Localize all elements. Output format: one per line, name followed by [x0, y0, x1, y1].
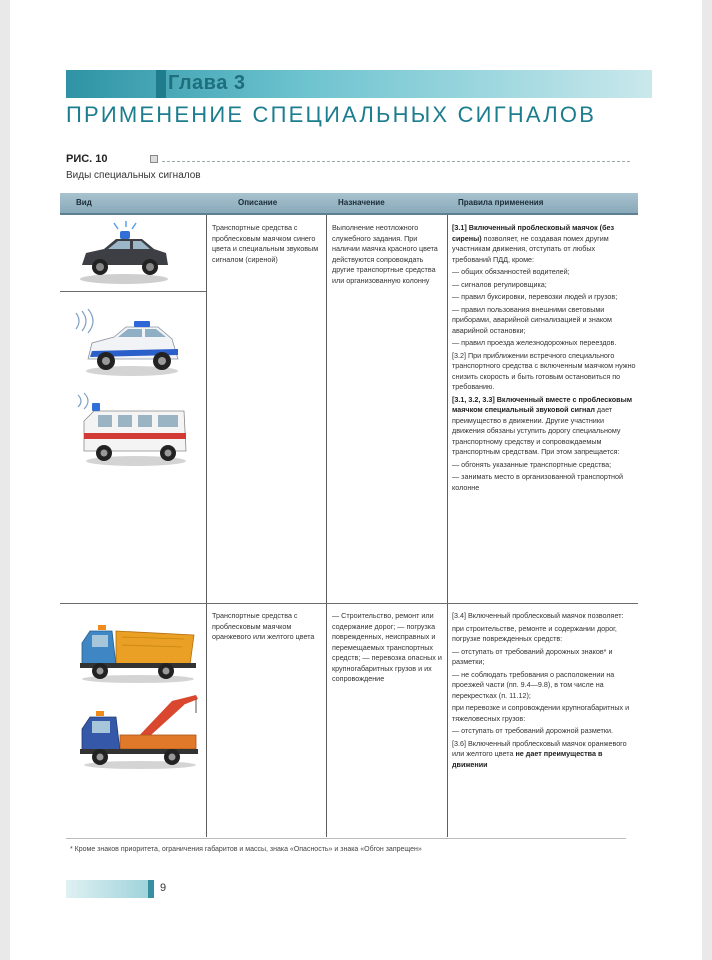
column-divider — [326, 215, 327, 837]
rule-item: [3.4] Включенный проблесковый маячок позволяет: — [452, 611, 624, 620]
rule-item: — отступать от требований дорожных знаков* и разметки; — [452, 646, 613, 666]
car-with-blue-light — [74, 219, 174, 287]
rule-item: [3.1] Включенный проблесковый маячок (без сирены) позволяет, не создавая помех другим участникам движения, отступать от любых требований ПДД, кроме: — [452, 223, 615, 264]
row1-purpose: Выполнение неотложного служебного задания. При наличии маячка красного цвета действуются сопровождать другие транспортные средства или организованную колонну — [332, 223, 438, 285]
row2-rules — [452, 611, 636, 835]
rule-item: — отступать от требований дорожной разметки. — [452, 726, 613, 735]
rule-item: — сигналов регулировщика; — [452, 279, 547, 289]
rule-item: [3.2] При приближении встречного специального транспортного средства с включенным маячком нужно снизить скорость и быть готовым остановиться по требованию. — [452, 350, 636, 391]
rule-item: при строительстве, ремонте и содержании дорог, погрузке поврежденных средств: — [452, 623, 617, 643]
rule-item: — не соблюдать требования о расположении на проезжей части (пп. 9.4—9.8), в том числе на перекрестках (п. 11.12); — [452, 669, 615, 700]
row-divider — [60, 603, 638, 604]
header-type: Вид — [76, 198, 92, 207]
row2-purpose: — Строительство, ремонт или содержание дорог; — погрузка поврежденных, неисправных и перемещаемых транспортных средств; — перевозка опасных и крупногабаритных грузов и их сопровождение — [332, 611, 442, 683]
rule-item: — правил проезда железнодорожных переездов. — [452, 338, 617, 347]
header-purpose: Назначение — [338, 198, 385, 207]
tow-truck-crane — [74, 691, 202, 771]
chapter-chip — [156, 70, 166, 98]
row1-rules — [452, 223, 636, 599]
page-number-band — [66, 880, 154, 898]
header-description: Описание — [238, 198, 278, 207]
document-page — [10, 0, 702, 960]
row1-description: Транспортные средства с проблесковым маячком синего цвета и специальным звуковым сигналом (сиреной) — [212, 223, 319, 264]
figure-label: РИС. 10 — [66, 153, 108, 165]
figure-caption: Виды специальных сигналов — [66, 170, 201, 181]
page-number: 9 — [160, 882, 167, 894]
header-rules: Правила применения — [458, 198, 544, 207]
rule-item: — правил буксировки, перевозки людей и грузов; — [452, 292, 618, 301]
utility-truck — [72, 613, 200, 685]
row2-description: Транспортные средства с проблесковым маячком оранжевого или желтого цвета — [212, 611, 315, 641]
column-divider — [206, 215, 207, 837]
ambulance — [74, 391, 192, 469]
column-divider — [447, 215, 448, 837]
row-divider — [60, 291, 206, 292]
chapter-band — [66, 70, 652, 98]
rule-item: — общих обязанностей водителей; — [452, 267, 570, 276]
chapter-label: Глава 3 — [168, 72, 246, 94]
figure-divider — [162, 161, 630, 162]
footnote-divider — [66, 838, 626, 839]
table-header — [60, 193, 638, 215]
rule-item: при перевозке и сопровождении крупногабаритных и тяжеловесных грузов: — [452, 703, 630, 723]
rule-item: — занимать место в организованной транспортной колонне — [452, 472, 624, 492]
figure-marker — [150, 155, 158, 163]
footnote: * Кроме знаков приоритета, ограничения габаритов и массы, знака «Опасность» и знака «Обгон запрещен» — [70, 846, 422, 853]
police-car — [74, 297, 184, 379]
rule-item: — правил пользования внешними световыми приборами, аварийной сигнализацией и знаком аварийной остановки; — [452, 304, 612, 335]
page-number-chip — [148, 880, 154, 898]
rule-item: — обгонять указанные транспортные средства; — [452, 459, 612, 469]
rule-item: [3.6] Включенный проблесковый маячок оранжевого или желтого цвета не дает преимущества в движении — [452, 738, 627, 769]
page-title: ПРИМЕНЕНИЕ СПЕЦИАЛЬНЫХ СИГНАЛОВ — [66, 102, 597, 127]
rule-item: [3.1, 3.2, 3.3] Включенный вместе с проблесковым маячком специальный звуковой сигнал дает преимущество в движении. Другие участники движения обязаны уступить дорогу специальному транспортному средству и сопровождаемым транспортным средствам. При этом запрещается: — [452, 394, 633, 456]
